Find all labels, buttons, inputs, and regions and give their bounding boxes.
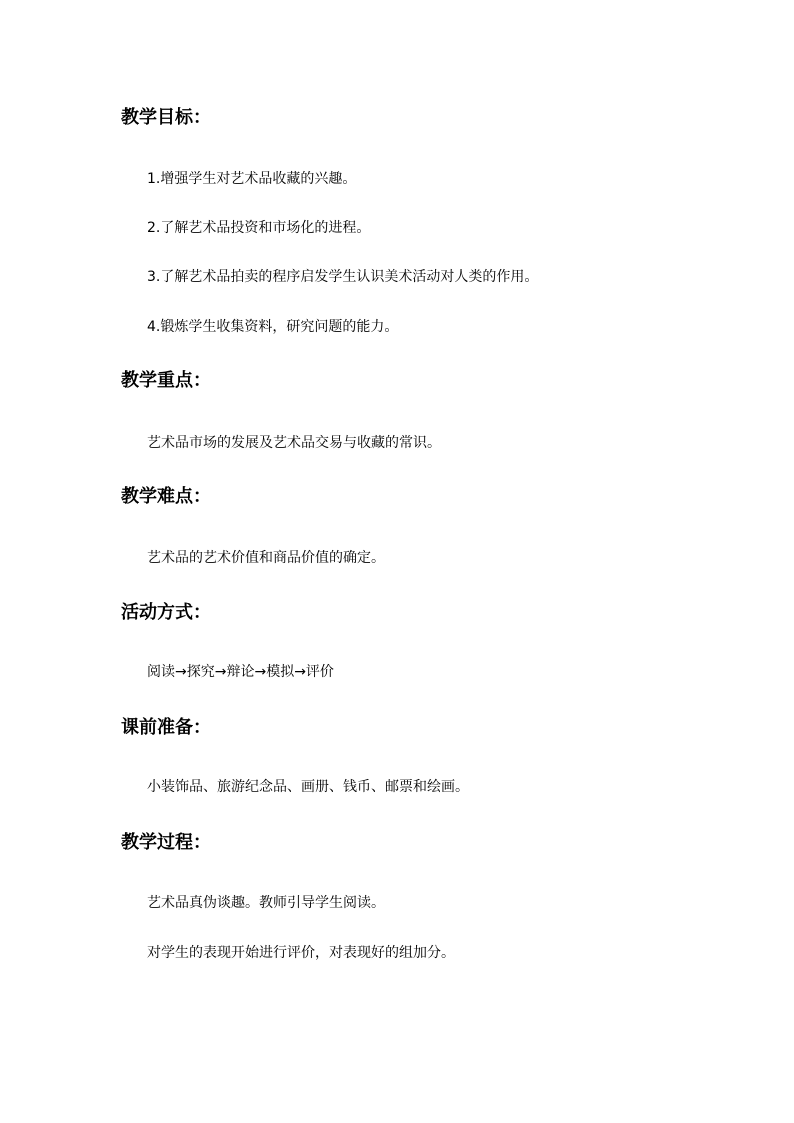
key-points-text: 艺术品市场的发展及艺术品交易与收藏的常识。 xyxy=(147,435,441,451)
objective-item: 1.增强学生对艺术品收藏的兴趣。 xyxy=(147,171,357,187)
process-heading: 教学过程： xyxy=(121,832,211,853)
objective-item: 4.锻炼学生收集资料，研究问题的能力。 xyxy=(147,319,399,335)
activity-heading: 活动方式： xyxy=(121,602,211,623)
objectives-heading: 教学目标： xyxy=(121,107,211,128)
difficulties-heading: 教学难点： xyxy=(121,486,211,507)
objective-item: 3.了解艺术品拍卖的程序启发学生认识美术活动对人类的作用。 xyxy=(147,269,539,285)
preparation-text: 小装饰品、旅游纪念品、画册、钱币、邮票和绘画。 xyxy=(147,779,469,795)
process-item: 艺术品真伪谈趣。教师引导学生阅读。 xyxy=(147,895,385,911)
key-points-heading: 教学重点： xyxy=(121,370,211,391)
objective-item: 2.了解艺术品投资和市场化的进程。 xyxy=(147,220,371,236)
preparation-heading: 课前准备： xyxy=(121,717,211,738)
activity-text: 阅读→探究→辩论→模拟→评价 xyxy=(147,664,334,680)
difficulties-text: 艺术品的艺术价值和商品价值的确定。 xyxy=(147,550,385,566)
process-item: 对学生的表现开始进行评价，对表现好的组加分。 xyxy=(147,945,455,961)
